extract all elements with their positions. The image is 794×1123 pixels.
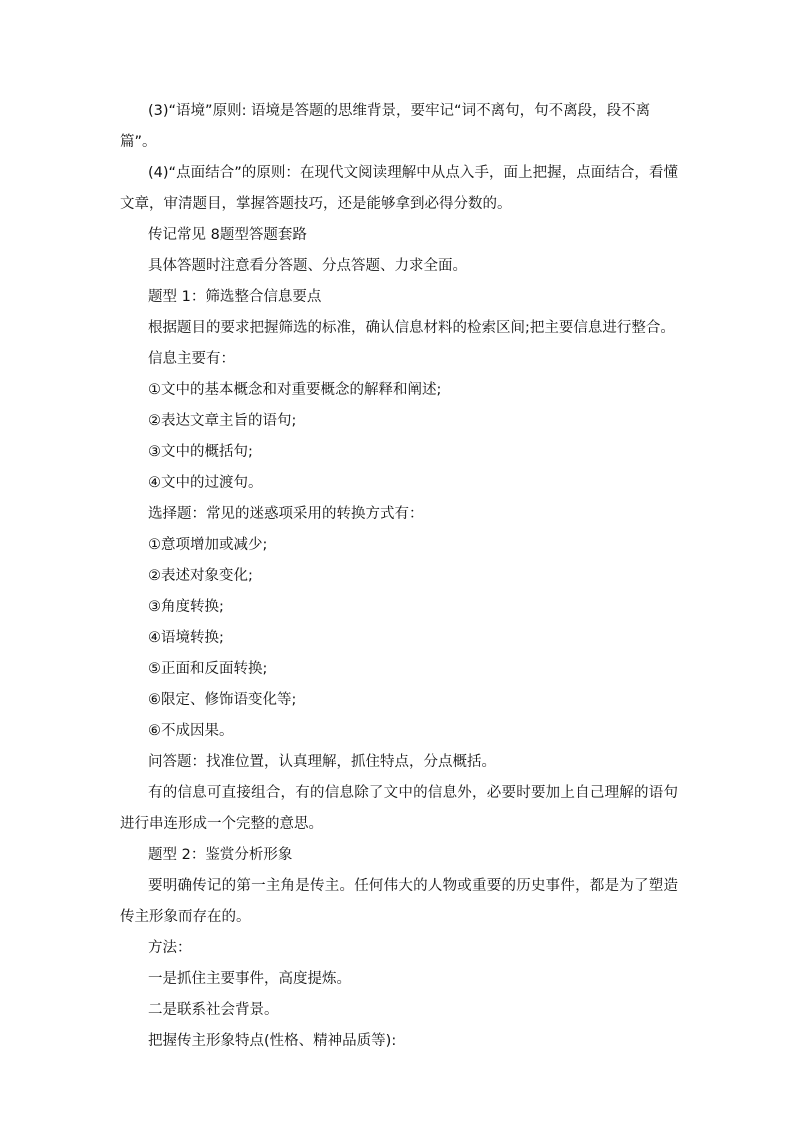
- list-item: ⑥不成因果。: [148, 723, 234, 739]
- paragraph-method-label: 方法：: [148, 940, 192, 956]
- list-item: ②表达文章主旨的语句;: [148, 413, 297, 429]
- paragraph-grasp-image: 把握传主形象特点(性格、精神品质等):: [148, 1033, 397, 1049]
- list-item: ③角度转换;: [148, 599, 224, 615]
- list-item: ⑤正面和反面转换;: [148, 661, 268, 677]
- document-body: [120, 96, 678, 1057]
- list-item: ①意项增加或减少;: [148, 537, 268, 553]
- paragraph-qa-question: 问答题：找准位置，认真理解，抓住特点，分点概括。: [148, 754, 496, 770]
- paragraph-choice-question: 选择题：常见的迷惑项采用的转换方式有：: [148, 506, 424, 522]
- paragraph-principle-context: (3)“语境”原则: 语境是答题的思维背景，要牢记“词不离句，句不离段，段不离篇”。: [120, 103, 651, 150]
- list-item: ③文中的概括句;: [148, 444, 253, 460]
- list-item: ④语境转换;: [148, 630, 224, 646]
- question-type-2-heading: 题型 2：鉴赏分析形象: [148, 847, 293, 863]
- list-item: ②表述对象变化;: [148, 568, 253, 584]
- list-item: 一是抓住主要事件，高度提炼。: [148, 971, 351, 987]
- paragraph-info-combine: 有的信息可直接组合，有的信息除了文中的信息外，必要时要加上自己理解的语句进行串连形成一个完整的意思。: [120, 785, 678, 832]
- question-type-1-heading: 题型 1：筛选整合信息要点: [148, 289, 322, 305]
- section-heading-eight-types: 传记常见 8题型答题套路: [148, 227, 307, 243]
- list-item: ⑥限定、修饰语变化等;: [148, 692, 297, 708]
- list-item: ①文中的基本概念和对重要概念的解释和阐述;: [148, 382, 442, 398]
- list-item: ④文中的过渡句。: [148, 475, 263, 491]
- paragraph-answer-tip: 具体答题时注意看分答题、分点答题、力求全面。: [148, 258, 467, 274]
- paragraph-info-main: 信息主要有：: [148, 351, 235, 367]
- paragraph-principle-point-surface: (4)“点面结合”的原则：在现代文阅读理解中从点入手，面上把握，点面结合，看懂文章，审清题目，掌握答题技巧，还是能够拿到必得分数的。: [120, 165, 678, 212]
- paragraph-protagonist: 要明确传记的第一主角是传主。任何伟大的人物或重要的历史事件，都是为了塑造传主形象而存在的。: [120, 878, 678, 925]
- list-item: 二是联系社会背景。: [148, 1002, 279, 1018]
- paragraph-filter-standard: 根据题目的要求把握筛选的标准，确认信息材料的检索区间;把主要信息进行整合。: [148, 320, 675, 336]
